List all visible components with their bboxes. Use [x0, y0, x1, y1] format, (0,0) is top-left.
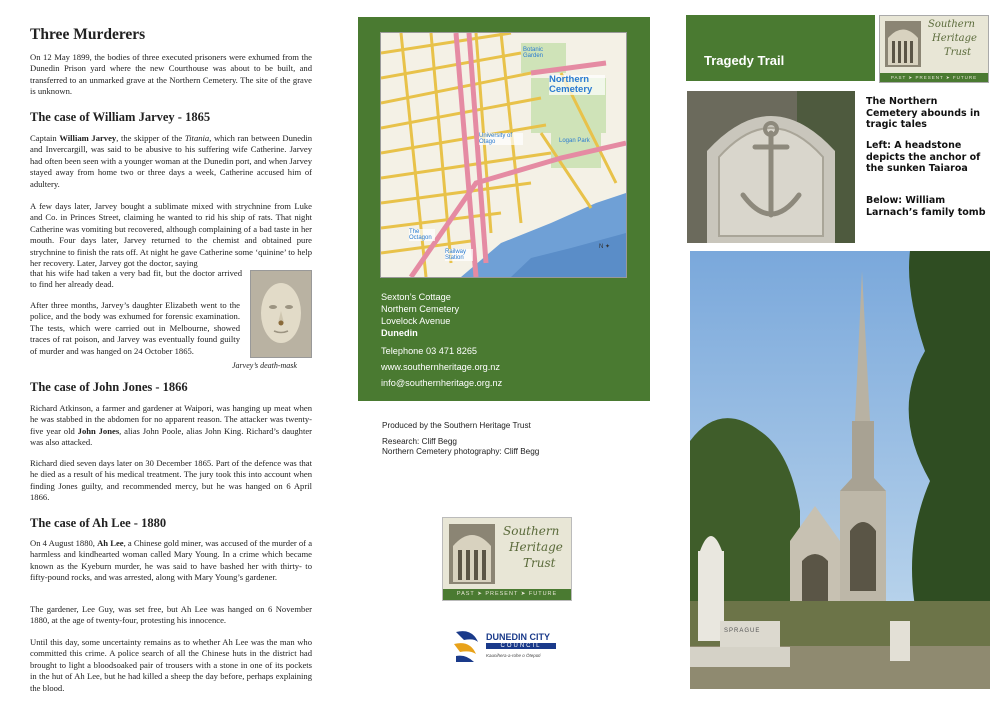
caption-intro: The Northern Cemetery abounds in tragic tales — [866, 96, 980, 130]
jarvey-paragraph-2: A few days later, Jarvey bought a sublimate mixed with strychnine from Luke and Co. in Princes Street, claiming he wanted to rid his ship of rats. That night Catherine was vomiting but recovered, although complaining of a bad taste in her mouth. Four days later, Jarvey returned to the chemist and obtained pure strychnine to finish the rats off. At night he gave Catherine some ‘quinine’ to help her recovery. Later, Jarvey got the doctor, saying — [30, 201, 312, 269]
ahlee-heading: The case of Ah Lee - 1880 — [30, 516, 167, 530]
compass-icon: N ✦ — [599, 244, 611, 250]
address-line-3: Lovelock Avenue — [381, 316, 451, 326]
sht-small-name-2: Heritage — [932, 33, 977, 44]
caption-tomb: Below: William Larnach’s family tomb — [866, 195, 986, 218]
jarvey-heading: The case of William Jarvey - 1865 — [30, 110, 211, 124]
grave-inscription: SPRAGUE — [724, 628, 761, 634]
dcc-name: DUNEDIN CITY — [486, 632, 551, 642]
map-label-university: University of Otago — [479, 133, 523, 145]
anchor-headstone-photo — [687, 91, 855, 243]
jarvey-paragraph-3: After three months, Jarvey’s daughter Elizabeth went to the police, and the body was exhumed for forensic examination. The tests, which were carried out in Melbourne, showed traces of rat poison, and Jarvey was eventually found guilty of murder and was hanged on 24 October 1865. — [30, 300, 240, 356]
sht-name-2: Heritage — [509, 540, 563, 554]
dcc-maori-name: Kaunihera-a-rohe o Ōtepoti — [486, 653, 541, 658]
dcc-council: COUNCIL — [486, 643, 556, 649]
title-banner — [686, 15, 875, 81]
intro-paragraph: On 12 May 1899, the bodies of three executed prisoners were exhumed from the Dunedin Prison yard where the new Courthouse was about to be built, and transferred to an unmarked grave at the Northern Cemetery. The site of the grave is unknown. — [30, 52, 312, 97]
jarvey-paragraph-1: Captain William Jarvey, the skipper of the Titania, which ran between Dunedin and Invercargill, was said to be abusive to his suffering wife Catherine. Jarvey had often been seen with a younger woman at the Dunedin port, and when Jarvey stayed away from home two or three days a week, Catherine accused him of adultery. — [30, 133, 312, 189]
jones-paragraph-2: Richard died seven days later on 30 December 1865. Part of the defence was that he died as a result of his medical treatment. The jury took this into account when finding Jones guilty, and recommended mercy, but he was hanged on 6 April 1866. — [30, 458, 312, 503]
death-mask-photo — [250, 270, 312, 358]
jones-paragraph-1: Richard Atkinson, a farmer and gardener at Waipori, was hanging up meat when he was stabbed in the abdomen for no apparent reason. The attacker was twenty-five year old John Jones, alias John Poole, alias John King. Richard’s daughter was also attacked. — [30, 403, 313, 448]
location-map — [380, 32, 627, 278]
larnach-tomb-photo — [690, 251, 990, 689]
address-line-2: Northern Cemetery — [381, 304, 460, 314]
map-label-railway: Railway Station — [445, 249, 473, 261]
trail-title: Tragedy Trail — [704, 53, 785, 68]
ahlee-paragraph-3: Until this day, some uncertainty remains as to whether Ah Lee was the man who committed this crime. A police search of all the Chinese huts in the district had brought to light a bloodsoaked pair of trousers with a stone in one of its pockets in the hut of Ah Lee, but he had killed a sheep the day before, perhaps explaining the blood. — [30, 637, 312, 693]
ahlee-paragraph-2: The gardener, Lee Guy, was set free, but Ah Lee was hanged on 6 November 1880, at the age of twenty-four, protesting his innocence. — [30, 604, 312, 626]
southern-heritage-logo — [442, 517, 572, 601]
article-title: Three Murderers — [30, 26, 146, 43]
sht-small-name-1: Southern — [928, 19, 975, 30]
map-label-octagon: The Octagon — [409, 229, 435, 241]
jones-heading: The case of John Jones - 1866 — [30, 380, 188, 394]
southern-heritage-logo-small — [879, 15, 989, 83]
ahlee-paragraph-1: On 4 August 1880, Ah Lee, a Chinese gold miner, was accused of the murder of a harmless and kindhearted woman called Mary Young. In a crime which became known as the Kyeburn murder, he was said to have bashed her with thirty- to fifty-pound rocks, and was arrested, along with Mary Young’s gardener. — [30, 538, 313, 583]
address-line-1: Sexton’s Cottage — [381, 292, 451, 302]
address-phone: Telephone 03 471 8265 — [381, 346, 478, 356]
website-link[interactable]: www.southernheritage.org.nz — [381, 362, 500, 372]
dunedin-city-council-logo — [452, 624, 572, 672]
sht-small-tagline: PAST ➤ PRESENT ➤ FUTURE — [880, 73, 988, 82]
middle-panel — [330, 0, 670, 707]
death-mask-caption: Jarvey’s death-mask — [232, 361, 297, 370]
credits-photography: Northern Cemetery photography: Cliff Begg — [382, 447, 540, 456]
map-label-logan: Logan Park — [559, 138, 590, 144]
sht-name-3: Trust — [523, 556, 556, 570]
address-city: Dunedin — [381, 328, 418, 338]
sht-tagline: PAST ➤ PRESENT ➤ FUTURE — [443, 589, 571, 600]
credits-research: Research: Cliff Begg — [382, 437, 457, 446]
sht-small-name-3: Trust — [944, 47, 972, 58]
right-panel — [670, 0, 1000, 707]
caption-headstone: Left: A headstone depicts the anchor of the sunken Taiaroa — [866, 140, 981, 174]
left-panel — [0, 0, 330, 707]
email-link[interactable]: info@southernheritage.org.nz — [381, 378, 503, 388]
map-label-botanic: Botanic Garden — [523, 47, 544, 59]
credits-produced: Produced by the Southern Heritage Trust — [382, 421, 531, 430]
jarvey-paragraph-2-end: that his wife had taken a very bad fit, but the doctor arrived to find her already dead. — [30, 268, 242, 290]
sht-name-1: Southern — [503, 524, 560, 538]
map-label-cemetery: Northern Cemetery — [549, 75, 605, 95]
